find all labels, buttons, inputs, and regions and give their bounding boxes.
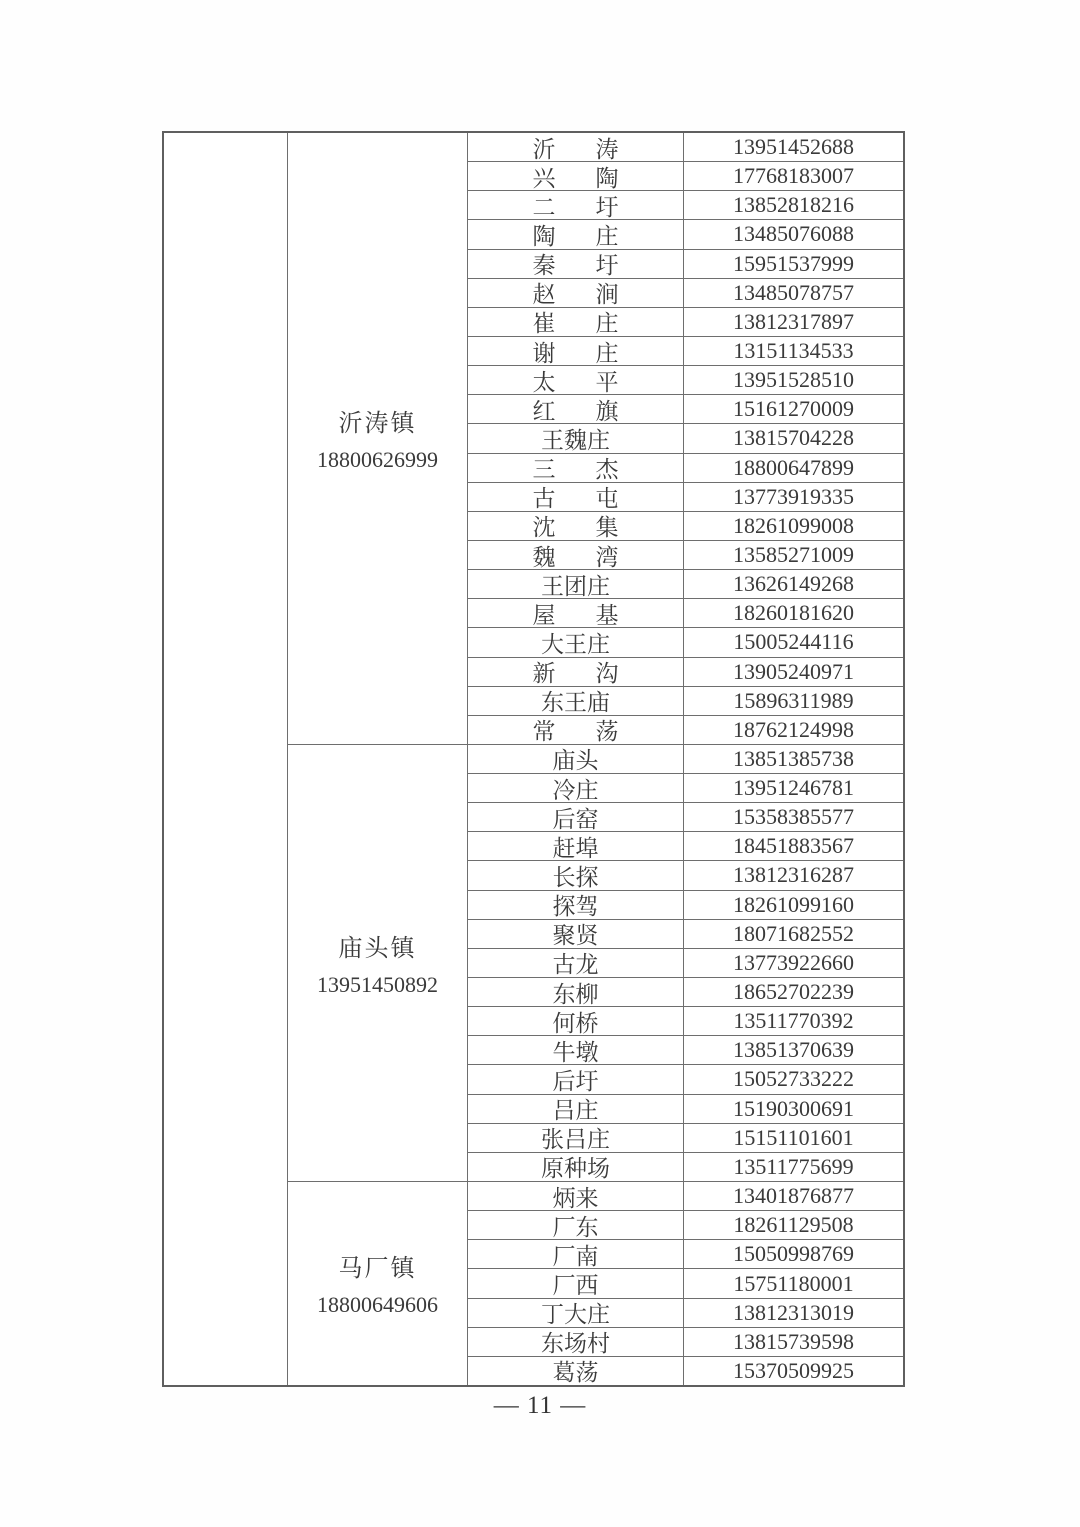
table-row	[468, 133, 903, 162]
village-phone: 13815739598	[733, 1328, 854, 1354]
table-row	[468, 861, 903, 890]
village-name: 后圩	[468, 1065, 684, 1093]
village-phone: 15358385577	[733, 804, 854, 830]
table-row	[468, 541, 903, 570]
page-number: — 11 —	[493, 1392, 587, 1419]
town-name: 庙头镇	[338, 935, 417, 962]
table-row	[468, 832, 903, 861]
table-row	[468, 483, 903, 512]
village-phone: 18261129508	[733, 1212, 854, 1238]
table-row	[468, 1182, 903, 1211]
table-row	[468, 774, 903, 803]
village-phone: 13951246781	[733, 775, 854, 801]
village-name: 赵涧	[468, 279, 684, 307]
village-phone: 13951452688	[733, 134, 854, 160]
table-row	[468, 220, 903, 249]
town-section	[288, 745, 903, 1182]
table-row	[468, 716, 903, 744]
village-phone: 13485076088	[733, 221, 854, 247]
table-row	[468, 570, 903, 599]
village-rows	[468, 133, 903, 744]
village-phone: 13511775699	[733, 1153, 854, 1179]
table-row	[468, 162, 903, 191]
village-phone: 17768183007	[733, 163, 854, 189]
village-name: 常荡	[468, 716, 684, 744]
table-row	[468, 1328, 903, 1357]
table-row	[468, 658, 903, 687]
village-phone: 13812317897	[733, 308, 854, 334]
table-row	[468, 1065, 903, 1094]
village-phone: 15896311989	[733, 687, 854, 713]
village-phone: 15151101601	[733, 1124, 854, 1150]
table-row	[468, 920, 903, 949]
table-row	[468, 891, 903, 920]
village-phone: 13401876877	[733, 1183, 854, 1209]
village-phone: 15050998769	[733, 1241, 854, 1267]
left-empty-column	[164, 133, 288, 1385]
village-name: 古屯	[468, 483, 684, 511]
village-rows	[468, 745, 903, 1181]
village-name: 陶庄	[468, 220, 684, 248]
village-name: 王魏庄	[468, 424, 684, 452]
table-row	[468, 599, 903, 628]
village-name: 牛墩	[468, 1036, 684, 1064]
town-phone: 18800649606	[317, 1292, 438, 1318]
village-name: 冷庄	[468, 774, 684, 802]
village-phone: 13511770392	[733, 1008, 854, 1034]
table-row	[468, 687, 903, 716]
table-row	[468, 1357, 903, 1385]
table-row	[468, 1211, 903, 1240]
table-row	[468, 628, 903, 657]
table-row	[468, 308, 903, 337]
table-row	[468, 1007, 903, 1036]
village-name: 赶埠	[468, 832, 684, 860]
table-row	[468, 337, 903, 366]
village-phone: 18451883567	[733, 833, 854, 859]
table-row	[468, 454, 903, 483]
contact-table	[162, 131, 905, 1387]
village-name: 聚贤	[468, 920, 684, 948]
town-cell	[288, 133, 468, 744]
village-phone: 13812313019	[733, 1299, 854, 1325]
village-phone: 13773922660	[733, 949, 854, 975]
village-phone: 15951537999	[733, 250, 854, 276]
town-section	[288, 1182, 903, 1385]
village-phone: 18261099160	[733, 891, 854, 917]
table-row	[468, 424, 903, 453]
village-name: 东场村	[468, 1328, 684, 1356]
table-row	[468, 1269, 903, 1298]
village-name: 王团庄	[468, 570, 684, 598]
village-phone: 18762124998	[733, 716, 854, 742]
village-name: 魏湾	[468, 541, 684, 569]
village-name: 屋基	[468, 599, 684, 627]
village-phone: 18800647899	[733, 454, 854, 480]
village-name: 沂涛	[468, 133, 684, 161]
table-row	[468, 512, 903, 541]
village-phone: 13626149268	[733, 571, 854, 597]
table-row	[468, 250, 903, 279]
table-row	[468, 279, 903, 308]
village-name: 沈集	[468, 512, 684, 540]
table-row	[468, 191, 903, 220]
town-cell	[288, 745, 468, 1181]
village-name: 红旗	[468, 395, 684, 423]
village-phone: 15005244116	[733, 629, 854, 655]
village-name: 大王庄	[468, 628, 684, 656]
village-name: 长探	[468, 861, 684, 889]
village-name: 原种场	[468, 1153, 684, 1181]
village-phone: 15190300691	[733, 1095, 854, 1121]
village-name: 张吕庄	[468, 1124, 684, 1152]
village-name: 厂西	[468, 1269, 684, 1297]
village-name: 古龙	[468, 949, 684, 977]
village-phone: 18260181620	[733, 600, 854, 626]
table-row	[468, 1240, 903, 1269]
village-name: 太平	[468, 366, 684, 394]
village-name: 吕庄	[468, 1095, 684, 1123]
table-row	[468, 366, 903, 395]
village-name: 葛荡	[468, 1357, 684, 1385]
table-row	[468, 1036, 903, 1065]
table-row	[468, 395, 903, 424]
village-rows	[468, 1182, 903, 1385]
village-name: 东王庙	[468, 687, 684, 715]
village-name: 厂南	[468, 1240, 684, 1268]
village-phone: 13851370639	[733, 1037, 854, 1063]
village-phone: 13585271009	[733, 542, 854, 568]
town-name: 马厂镇	[338, 1256, 417, 1283]
village-name: 兴陶	[468, 162, 684, 190]
village-phone: 13815704228	[733, 425, 854, 451]
village-name: 厂东	[468, 1211, 684, 1239]
village-phone: 13812316287	[733, 862, 854, 888]
table-row	[468, 745, 903, 774]
village-name: 二圩	[468, 191, 684, 219]
village-phone: 13851385738	[733, 745, 854, 771]
town-section	[288, 133, 903, 745]
village-phone: 13951528510	[733, 367, 854, 393]
town-phone: 13951450892	[317, 971, 438, 997]
village-name: 何桥	[468, 1007, 684, 1035]
village-phone: 13485078757	[733, 279, 854, 305]
town-cell	[288, 1182, 468, 1385]
village-phone: 15052733222	[733, 1066, 854, 1092]
village-name: 丁大庄	[468, 1299, 684, 1327]
village-phone: 18261099008	[733, 512, 854, 538]
village-phone: 15370509925	[733, 1357, 854, 1383]
village-name: 谢庄	[468, 337, 684, 365]
table-row	[468, 803, 903, 832]
table-row	[468, 978, 903, 1007]
town-name: 沂涛镇	[338, 411, 417, 438]
village-name: 庙头	[468, 745, 684, 773]
town-phone: 18800626999	[317, 447, 438, 473]
village-phone: 18652702239	[733, 979, 854, 1005]
table-row	[468, 1153, 903, 1181]
village-name: 炳来	[468, 1182, 684, 1210]
village-phone: 15751180001	[733, 1270, 854, 1296]
village-phone: 13151134533	[733, 338, 854, 364]
village-name: 新沟	[468, 658, 684, 686]
village-phone: 13773919335	[733, 483, 854, 509]
village-name: 探驾	[468, 891, 684, 919]
village-name: 后窑	[468, 803, 684, 831]
table-row	[468, 949, 903, 978]
sections	[288, 133, 903, 1385]
table-row	[468, 1124, 903, 1153]
village-name: 秦圩	[468, 250, 684, 278]
village-name: 崔庄	[468, 308, 684, 336]
village-phone: 13852818216	[733, 192, 854, 218]
table-row	[468, 1299, 903, 1328]
village-phone: 13905240971	[733, 658, 854, 684]
village-name: 三杰	[468, 454, 684, 482]
village-phone: 15161270009	[733, 396, 854, 422]
village-phone: 18071682552	[733, 920, 854, 946]
village-name: 东柳	[468, 978, 684, 1006]
table-row	[468, 1095, 903, 1124]
